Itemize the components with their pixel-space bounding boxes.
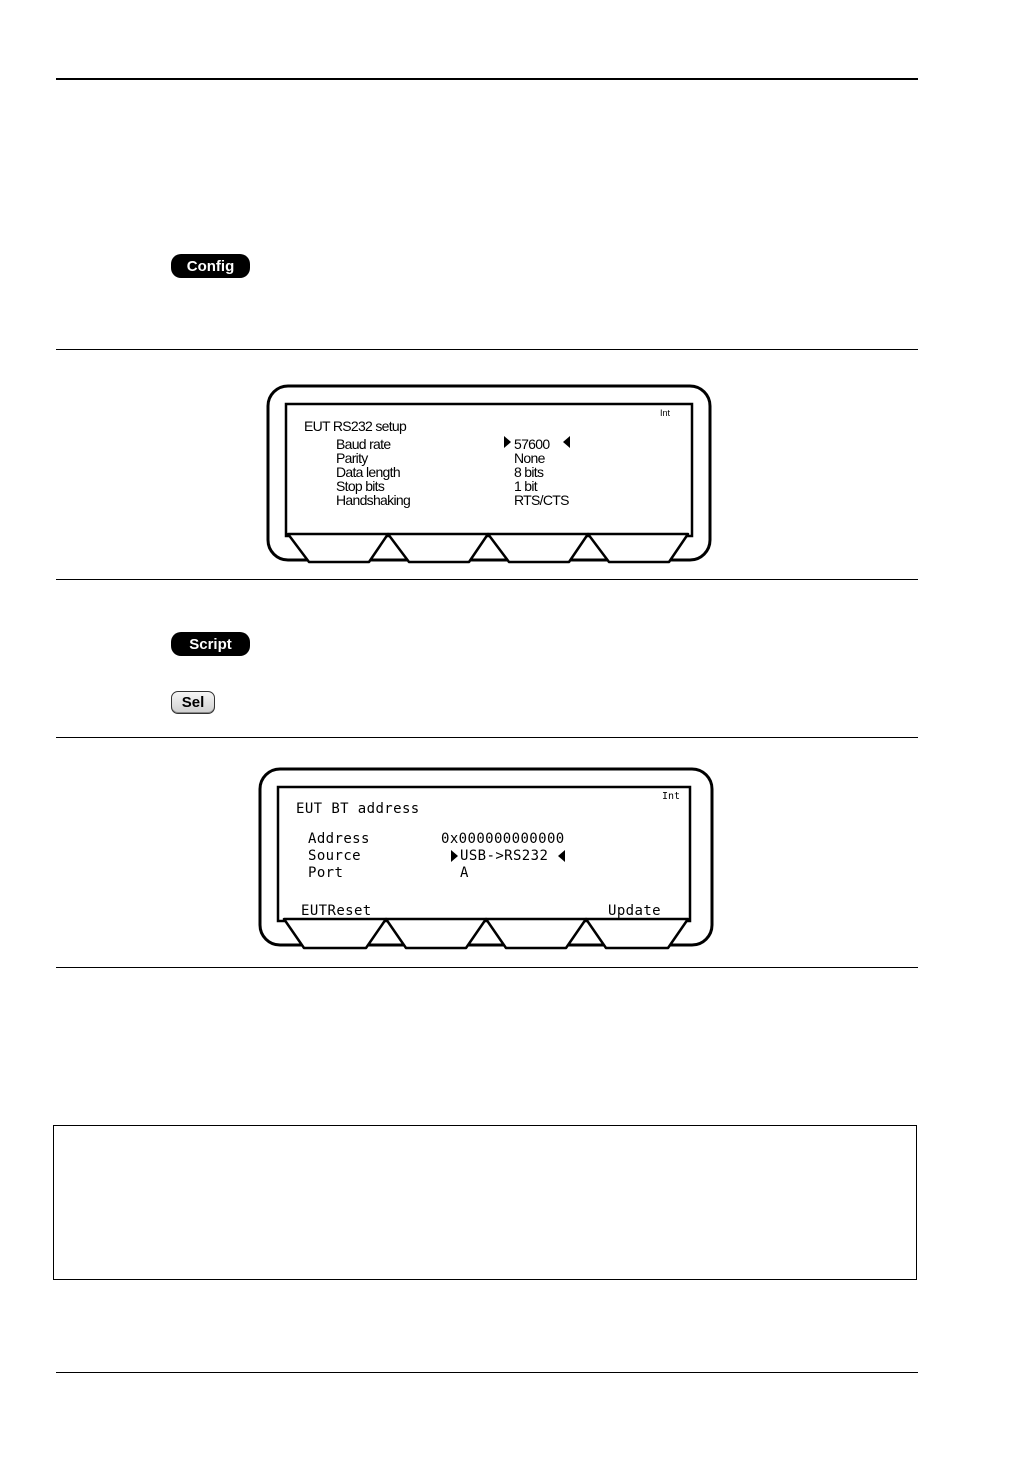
lcd-value: 57600	[514, 436, 550, 452]
lcd-screen-bt-address	[258, 767, 714, 951]
lcd-label: Address	[308, 831, 370, 847]
note-box	[53, 1125, 917, 1280]
table-rule	[56, 967, 918, 968]
softkey-label-eutreset: EUTReset	[301, 903, 372, 919]
lcd-label: Data length	[336, 464, 400, 480]
table-rule	[56, 579, 918, 580]
script-key-icon	[171, 632, 250, 656]
page-header-rule	[56, 78, 918, 80]
lcd-value: None	[514, 450, 545, 466]
sel-key-icon	[171, 691, 215, 714]
lcd-value: USB->RS232	[460, 848, 549, 864]
lcd-indicator: Int	[662, 791, 681, 802]
lcd-title: EUT BT address	[296, 801, 420, 817]
lcd-value: A	[460, 865, 469, 881]
softkey-label-update: Update	[608, 903, 661, 919]
sel-key-label: Sel	[181, 694, 205, 711]
lcd-value: 1 bit	[514, 478, 537, 494]
table-rule	[56, 737, 918, 738]
lcd-value: 0x000000000000	[441, 831, 565, 847]
lcd-frame	[266, 384, 712, 566]
script-key-label: Script	[189, 635, 232, 653]
lcd-label: Handshaking	[336, 492, 411, 508]
table-rule	[56, 349, 918, 350]
lcd-indicator: Int	[660, 408, 671, 418]
lcd-label: Source	[308, 848, 361, 864]
config-key-label: Config	[186, 257, 235, 275]
page-footer-rule	[56, 1372, 918, 1373]
lcd-value: 8 bits	[514, 464, 544, 480]
config-key-icon	[171, 254, 250, 278]
lcd-label: Port	[308, 865, 344, 881]
lcd-label: Parity	[336, 450, 368, 466]
lcd-value: RTS/CTS	[514, 492, 569, 508]
lcd-label: Stop bits	[336, 478, 385, 494]
lcd-screen-rs232	[266, 384, 712, 566]
lcd-label: Baud rate	[336, 436, 391, 452]
lcd-title: EUT RS232 setup	[304, 418, 407, 434]
